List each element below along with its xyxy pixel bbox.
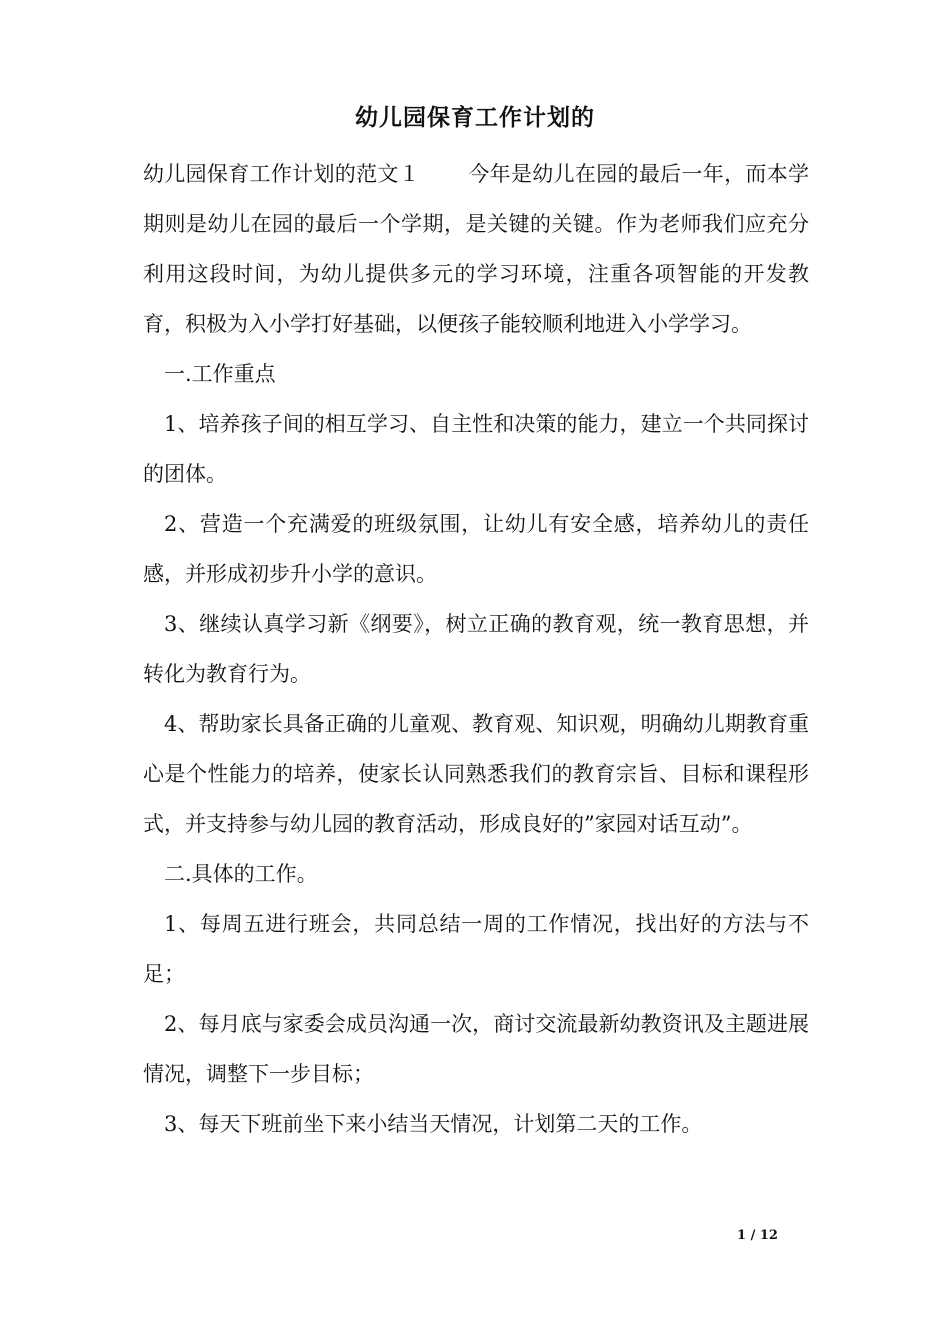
document-title: 幼儿园保育工作计划的 bbox=[355, 105, 595, 131]
section2-item-3: 3、每天下班前坐下来小结当天情况，计划第二天的工作。 bbox=[164, 1112, 703, 1136]
document-body bbox=[143, 149, 809, 1149]
section-heading-1: 一.工作重点 bbox=[164, 362, 276, 386]
section-heading-2: 二.具体的工作。 bbox=[164, 862, 318, 886]
section1-item-1: 1、培养孩子间的相互学习、自主性和决策的能力，建立一个共同探讨的团体。 bbox=[143, 412, 809, 486]
intro-paragraph bbox=[143, 149, 809, 349]
section2-item-1: 1、每周五进行班会，共同总结一周的工作情况，找出好的方法与不足； bbox=[143, 912, 809, 986]
section1-item-2: 2、营造一个充满爱的班级氛围，让幼儿有安全感，培养幼儿的责任感，并形成初步升小学的意识。 bbox=[143, 512, 809, 586]
page-indicator: 1 / 12 bbox=[737, 1228, 778, 1243]
intro-lead: 幼儿园保育工作计划的范文１ bbox=[143, 162, 421, 186]
section1-item-4: 4、帮助家长具备正确的儿童观、教育观、知识观，明确幼儿期教育重心是个性能力的培养，使家长认同熟悉我们的教育宗旨、目标和课程形式，并支持参与幼儿园的教育活动，形成良好的”家园对话互动”。 bbox=[143, 712, 809, 836]
intro-body: 今年是幼儿在园的最后一年，而本学期则是幼儿在园的最后一个学期，是关键的关键。作为老师我们应充分利用这段时间，为幼儿提供多元的学习环境，注重各项智能的开发教育，积极为入小学打好基础，以便孩子能较顺利地进入小学学习。 bbox=[143, 162, 810, 336]
section2-item-2: 2、每月底与家委会成员沟通一次，商讨交流最新幼教资讯及主题进展情况，调整下一步目标； bbox=[143, 1012, 809, 1086]
section1-item-3: 3、继续认真学习新《纲要》，树立正确的教育观，统一教育思想，并转化为教育行为。 bbox=[143, 612, 809, 686]
